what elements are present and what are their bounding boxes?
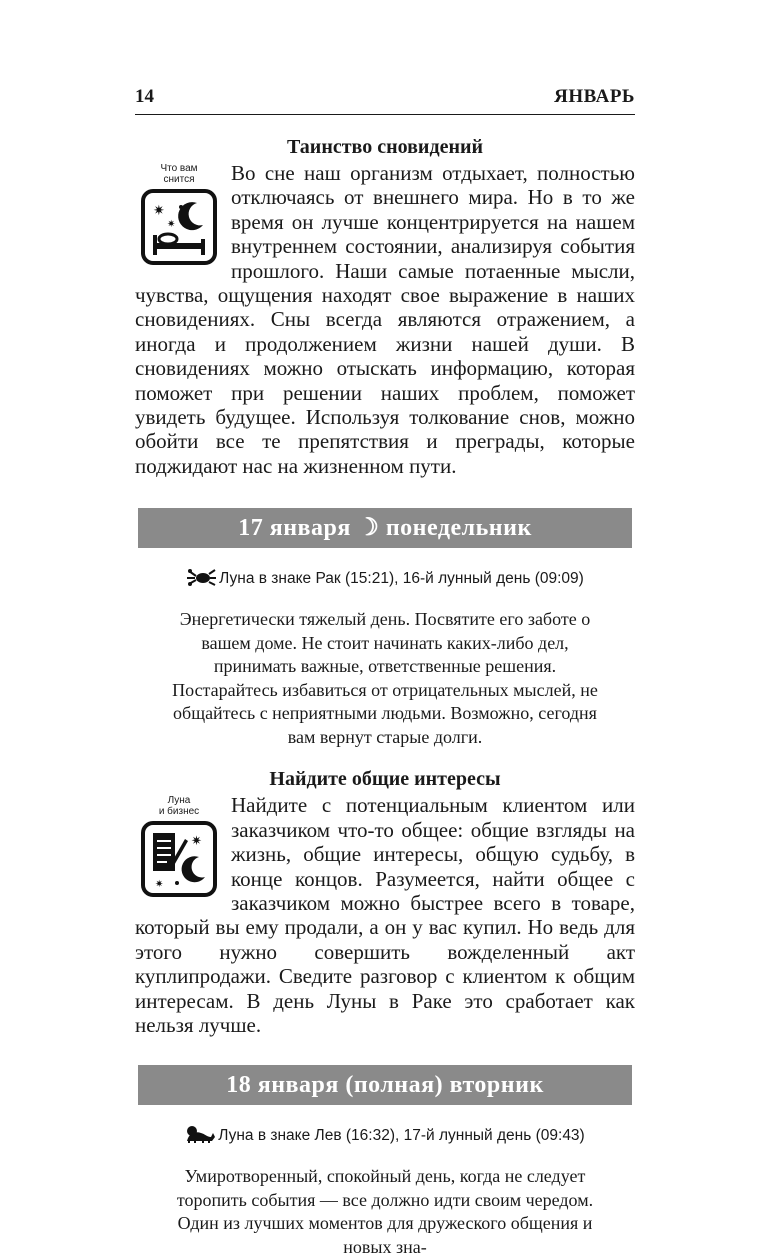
svg-text:✷: ✷ — [155, 879, 164, 891]
book-page — [135, 80, 635, 1259]
svg-text:✷: ✷ — [153, 203, 165, 219]
dreams-paragraph: Во сне наш организм отдыхает, полностью отключаясь от внешнего мира. Но в то же время он лучше концентрируется на нашем внутреннем состоянии, анализируя события прошлого. Наши самые потаенные мысли, чувства, ощущения находят свое выражение в наших сновидениях. Сны всегда являются отражением, а иногда и продолжением жизни нашей души. В сновидениях можно отыскать информацию, которая поможет при решении наших проблем, поможет увидеть будущее. Используя толкование снов, можно обойти все те препятствия и преграды, которые поджидают нас на жизненном пути. — [135, 161, 635, 478]
section-heading-common-interests: Найдите общие интересы — [269, 768, 501, 791]
day-description-jan18: Умиротворенный, спокойный день, когда не следует торопить события — все должно идти своим чередом. Один из лучших моментов для дружеского общения и новых зна- — [176, 1166, 594, 1257]
day-description-jan17: Энергетически тяжелый день. Посвятите его заботе о вашем доме. Не стоит начинать каких-либо дел, принимать важные, ответственные решения. Постарайтесь избавиться от отрицательных мыслей, не общайтесь с неприятными людьми. Возможно, сегодня вам вернут старые долги. — [172, 609, 598, 747]
section-heading-dreams: Таинство сновидений — [286, 136, 484, 158]
day-banner-jan17: 17 января ☽ понедельник — [138, 508, 632, 548]
dreams-paragraph-block — [135, 161, 635, 478]
svg-text:✷: ✷ — [191, 834, 202, 850]
business-icon-caption: Луна и бизнес — [158, 795, 200, 818]
cancer-crab-icon — [186, 568, 216, 586]
dream-icon — [141, 189, 217, 265]
moon-info-jan17 — [135, 568, 635, 590]
running-title: ЯНВАРЬ — [554, 86, 635, 107]
dream-sidebar — [135, 163, 223, 265]
page-number: 14 — [135, 86, 154, 107]
leo-lion-icon — [185, 1125, 215, 1143]
svg-text:✷: ✷ — [167, 219, 176, 230]
moon-info-text-jan18: Луна в знаке Лев (16:32), 17-й лунный день (09:43) — [218, 1127, 585, 1145]
moon-info-text-jan17: Луна в знаке Рак (15:21), 16-й лунный день (09:09) — [219, 570, 584, 588]
business-paragraph-block — [135, 793, 635, 1037]
business-moon-icon — [141, 821, 217, 897]
running-head — [135, 80, 635, 115]
business-sidebar — [135, 795, 223, 897]
business-paragraph: Найдите с потенциальным клиентом или заказчиком что-то общее: общие взгляды на жизнь, общие интересы, общую судьбу, в конце концов. Разумеется, найти общее с заказчиком можно быстрее всего в товаре, который вы ему продали, а он у вас купил. Но ведь для этого нужно совершить вожделенный акт куплипродажи. Сведите разговор с клиентом к общим интересам. В день Луны в Раке это сработает как нельзя лучше. — [135, 793, 635, 1037]
moon-info-jan18 — [135, 1125, 635, 1147]
day-banner-jan18: 18 января (полная) вторник — [138, 1065, 632, 1105]
dream-icon-caption: Что вам снится — [160, 163, 198, 185]
